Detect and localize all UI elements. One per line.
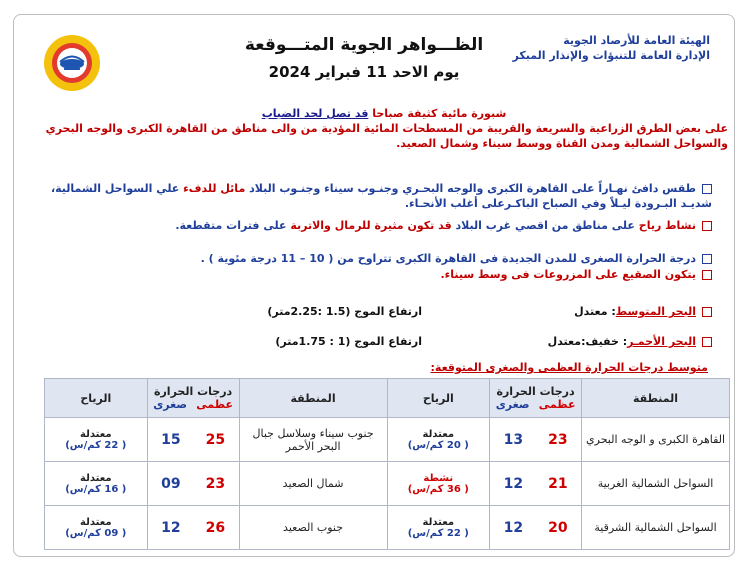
wind-state: معتدلة [422,516,455,528]
fog-alert-headline [74,107,694,120]
region-cell: شمال الصعيد [239,462,387,506]
region-cell: السواحل الشمالية الشرقية [582,506,730,550]
table-row [45,418,730,462]
header-region-2: المنطقة [239,379,387,418]
header-max-2: عظمى [196,398,233,411]
frost-text: يتكون الصقيع على المزروعات فى وسط سيناء. [440,268,696,281]
header-temps-2 [147,379,239,418]
max-temp: 21 [548,475,568,492]
temperature-table [44,378,730,550]
wind-speed: ( 36 كم/س) [407,483,469,495]
checkbox-icon [702,307,712,317]
weather-text-d: على أغلب الأنحـاء. [404,197,505,210]
wind-speed: ( 20 كم/س) [407,439,469,451]
ema-logo [42,33,102,93]
header-temps-label-2: درجات الحرارة [153,385,233,398]
table-row [45,462,730,506]
wind-cell [387,418,490,462]
header-temps-label: درجات الحرارة [496,385,575,398]
wind-cell [45,506,148,550]
temp-cell [147,462,239,506]
temp-cell [490,418,582,462]
region-cell: جنوب الصعيد [239,506,387,550]
wind-cell [387,506,490,550]
bulletin-date: يوم الاحد 11 فبراير 2024 [268,63,460,81]
max-temp: 26 [205,519,226,536]
min-temp: 12 [503,519,524,536]
wind-cell [45,462,148,506]
wind-cell [387,462,490,506]
bullet-weather [32,181,712,211]
bullet-frost [32,267,712,282]
max-temp: 20 [548,519,568,536]
min-temp: 15 [161,431,181,448]
temp-cell [147,506,239,550]
weather-text-b: مائل للدفء [183,182,246,195]
wind-text-d: على فترات متقطعة. [175,219,291,232]
wind-speed: ( 16 كم/س) [65,483,127,495]
table-row [45,506,730,550]
min-temp: 12 [161,519,181,536]
red-state: : خفيف:معتدل [547,335,628,348]
checkbox-icon [702,337,712,347]
max-temp: 23 [548,431,568,448]
table-header-row [45,379,730,418]
table-title: متوسط درجات الحرارة العظمى والصغرى المتوقعة: [430,361,708,374]
header-region: المنطقة [582,379,730,418]
page-title: الظـــواهر الجوية المتـــوقعة [244,35,484,55]
med-state: : معتدل [574,305,616,318]
header-min: صغرى [495,398,530,411]
red-wave: ارتفاع الموج (1 : 1.75متر) [275,335,422,348]
min-temp: 12 [503,475,524,492]
wind-text-c: قد تكون مثيرة للرمال والاتربة [290,219,452,232]
sea-mediterranean [32,305,712,318]
wind-state: معتدلة [80,428,112,440]
checkbox-icon [702,221,712,231]
wind-speed: ( 09 كم/س) [65,527,127,539]
temp-cell [490,462,582,506]
new-cities-temp-text: درجة الحرارة الصغرى للمدن الجديدة فى القاهرة الكبرى تتراوح من ( 10 – 11 درجة مئوية ) . [200,252,696,265]
bullet-wind [32,218,712,233]
wind-state: معتدلة [80,516,112,528]
region-cell: السواحل الشمالية الغربية [582,462,730,506]
region-cell: جنوب سيناء وسلاسل جبال البحر الأحمر [239,418,387,462]
max-temp: 25 [205,431,226,448]
agency-line-2: الإدارة العامة للتنبؤات والإنذار المبكر [512,49,710,62]
weather-text-c: علي السواحل الشمالية، شديـد البـرودة ليـلاً وفي الصباح الباكـر [50,182,712,210]
checkbox-icon [702,184,712,194]
bulletin-frame [13,14,735,557]
header-temps [490,379,582,418]
wind-state: معتدلة [80,472,112,484]
fog-alert-emphasis: قد تصل لحد الضباب [261,107,369,120]
header-max: عظمى [538,398,576,411]
temp-cell [490,506,582,550]
region-cell: القاهرة الكبرى و الوجه البحري [582,418,730,462]
wind-text-a: نشاط رياح [638,219,696,232]
wind-text-b: على مناطق من اقصي غرب البلاد [451,219,639,232]
med-wave: ارتفاع الموج (1.5 :2.25متر) [267,305,422,318]
agency-line-1: الهيئة العامة للأرصاد الجوية [563,34,710,47]
wind-speed: ( 22 كم/س) [65,439,127,451]
med-label: البحر المتوسط [615,305,696,318]
checkbox-icon [702,254,712,264]
wind-state: نشطة [423,472,454,484]
header-wind: الرياح [387,379,490,418]
wind-speed: ( 22 كم/س) [407,527,469,539]
header-min-2: صغرى [153,398,187,411]
min-temp: 13 [503,431,524,448]
checkbox-icon [702,270,712,280]
red-label: البحر الأحمـر [627,335,696,348]
sea-red [32,335,712,348]
wind-state: معتدلة [422,428,455,440]
max-temp: 23 [205,475,226,492]
bullet-new-cities-temp [32,251,712,266]
min-temp: 09 [161,475,181,492]
weather-text-a: طقس دافئ نهـاراً على القاهرة الكبرى والوجه البحـري وجنـوب سيناء وجنـوب البلاد [245,182,696,195]
fog-alert-details: على بعض الطرق الزراعية والسريعة والقريبة من المسطحات المائية المؤدية من والى مناطق من القاهرة الكبرى والوجه البحري والسواحل الشمالية ومدن القناة ووسط سيناء وشمال الصعيد. [45,122,728,150]
wind-cell [45,418,148,462]
header-wind-2: الرياح [45,379,148,418]
fog-alert-text: شبورة مائية كثيفة صباحا [368,107,507,120]
temp-cell [147,418,239,462]
